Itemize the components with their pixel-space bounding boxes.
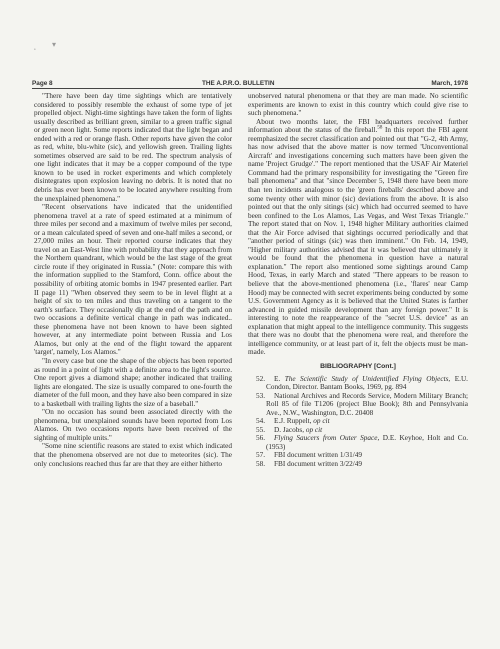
paragraph: unobserved natural phenomena or that they are man made. No scientific experiments are known to exist in this country which could give rise to such phenomena."	[248, 92, 468, 118]
reference-item	[248, 460, 468, 469]
issue-date: March, 1978	[431, 80, 468, 87]
scan-speck: •	[34, 48, 36, 53]
reference-title: op cit	[313, 417, 330, 426]
reference-num: 58.	[256, 459, 266, 468]
reference-item	[248, 392, 468, 418]
reference-item	[248, 417, 468, 426]
header-rule	[32, 88, 468, 89]
scan-speck: ▾	[52, 40, 57, 49]
paragraph: "On no occasion has sound been associated directly with the phenomena, but unexplained sounds have been reported from Los Alamos. On two occasions reports have been received of the sighting of multiple units."	[34, 408, 232, 442]
paragraph: "Recent observations have indicated that the unidentified phenomena travel at a rate of speed estimated at a minimum of three miles per second and a maximum of twelve miles per second, or a mean calculated speed of seven and one-half miles a second, or 27,000 miles an hour. Their reported course indicates that they travel on an East-West line with probability that they approach from the Northern quandrant, which would be the last stage of the great circle route if they originated in Russia." (Note: compare this with the information supplied to the Stamford, Conn. office about the possibility of orbiting atomic bombs in 1947 presented earlier. Part II page 11) "When observed they seem to be in level flight at a height of six to ten miles and thus traveling on a tangent to the earth's surface. They occasionally dip at the end of the path and on two occasions a definite vertical change in path was indicated.. these phenomena have not been known to have been sighted however, at any intermediate point between Russia and Los Alamos, but only at the end of the flight toward the apparent 'target', namely, Los Alamos."	[34, 203, 232, 357]
reference-before: E.J. Ruppelt,	[274, 417, 314, 426]
bibliography-heading: BIBLIOGRAPHY [Cont.]	[320, 362, 396, 370]
reference-list	[248, 375, 468, 469]
reference-title: op cit	[305, 425, 323, 434]
reference-num: 57.	[256, 451, 266, 460]
reference-num: 54.	[256, 417, 266, 426]
paragraph-text: About two months later, the FBI headquarters received further information about the status of the fireball.	[248, 117, 468, 135]
reference-after: , D.E. Keyhoe, Holt and Co. (1953)	[266, 434, 469, 451]
publication-title: THE A.P.R.O. BULLETIN	[202, 80, 275, 87]
reference-num: 56.	[256, 434, 266, 443]
reference-num: 53.	[256, 391, 266, 400]
reference-item	[248, 375, 468, 392]
reference-item	[248, 434, 468, 451]
reference-num: 52.	[256, 374, 266, 383]
footnote-marker: 58	[377, 125, 383, 131]
reference-item	[248, 426, 468, 435]
reference-before: National Archives and Records Service, Modern Military Branch; Roll 85 of file T1206 (project Blue Book); 8th and Pennsylvania Ave., N.W., Washington, D.C. 20408	[266, 391, 468, 417]
reference-before: FBI document written 1/31/49	[274, 451, 362, 460]
reference-before: FBI document written 3/22/49	[274, 459, 362, 468]
reference-num: 55.	[256, 425, 266, 434]
paragraph-text: In this report the FBI agent reemphasized the secret classification and pointed out that "G-2, 4th Army, has now advised that the above matter is now termed 'Unconventional Aircraft' and investigations concerning such matters have been given the name 'Project Grudge'." The report mentioned that the USAF Air Materiel Command had the primary responsibility for investigating the "Green fire ball phenomena" and that "since December 5, 1948 there have been more than ten incidents analogous to the 'green fireballs' described above and some twenty other with minor (sic) deviations from the above. It is also pointed out that the only sitings (sic) which had occurred seemed to have been confined to the Los Alamos, Las Vegas, and West Texas Triangle." The report stated that on Nov. 1, 1948 higher Military authorities claimed that the Air Force advised that sightings occurred periodically and that "another period of sitings (sic) was then imminent." On Feb. 14, 1949, "Higher military authorities advised that it was believed that ultimately it would be found that the phenomena in question have a natural explanation." The report also mentioned some sightings around Camp Hood, Texas, in early March and stated "There appears to be reason to believe that the above-mentioned phenomena (i.e., 'flares' near Camp Hood) may be connected with secret experiments being conducted by some U.S. Government Agency as it is believed that the United States is farther advanced in guided missile development than any foreign power." It is interesting to note the reappearance of the "secret U.S. device" as an explanation that might appeal to the intelligence community. This suggests that there was no doubt that the phenomena were real, and therefore the intelligence community, or at least part of it, felt the objects must be man-made.	[248, 126, 468, 357]
paragraph: "In every case but one the shape of the objects has been reported as round in a point of light with a definite area to the light's source. One report gives a diamond shape; another indicated that trailing lights are elongated. The size is usually compared to one-fourth the diameter of the full moon, and they have also been compared in size to a basketball with trailing lights the size of a baseball."	[34, 356, 232, 408]
reference-title: Flying Saucers from Outer Space	[274, 434, 378, 443]
reference-before: E.	[274, 374, 285, 383]
reference-item	[248, 451, 468, 460]
left-column	[34, 92, 232, 468]
page-number: Page 8	[32, 80, 53, 87]
paragraph	[248, 118, 468, 357]
paragraph: "There have been day time sightings which are tentatively considered to possibly resemble the exhaust of some type of jet propelled object. Night-time sightings have taken the form of lights usually described as brilliant green, similar to a green traffic signal or green neon light. Some reports indicated that the light began and ended with a red or orange flash. Other reports have given the color as red, white, blu-white (sic), and yellowish green. Trailing lights sometimes observed are said to be red. The spectrum analysis of one light indicates that it may be a copper compound of the type known to be used in rocket experiments and which completely disintegrates upon explosion leaving no debris. It is noted that no debris has ever been known to be located anywhere resulting from the unexplained phenomena."	[34, 92, 232, 203]
right-column	[248, 92, 468, 469]
reference-before: D. Jacobs,	[274, 425, 306, 434]
paragraph: "Some nine scientific reasons are stated to exist which indicated that the phenomena observed are not due to meteorites (sic). The only conclusions reached thus far are that they are either hitherto	[34, 442, 232, 468]
reference-after: , E.U. Condon, Director. Bantam Books, 1969, pg. 894	[266, 374, 468, 392]
reference-title: The Scientific Study of Unidentified Flying Objects	[284, 374, 449, 383]
